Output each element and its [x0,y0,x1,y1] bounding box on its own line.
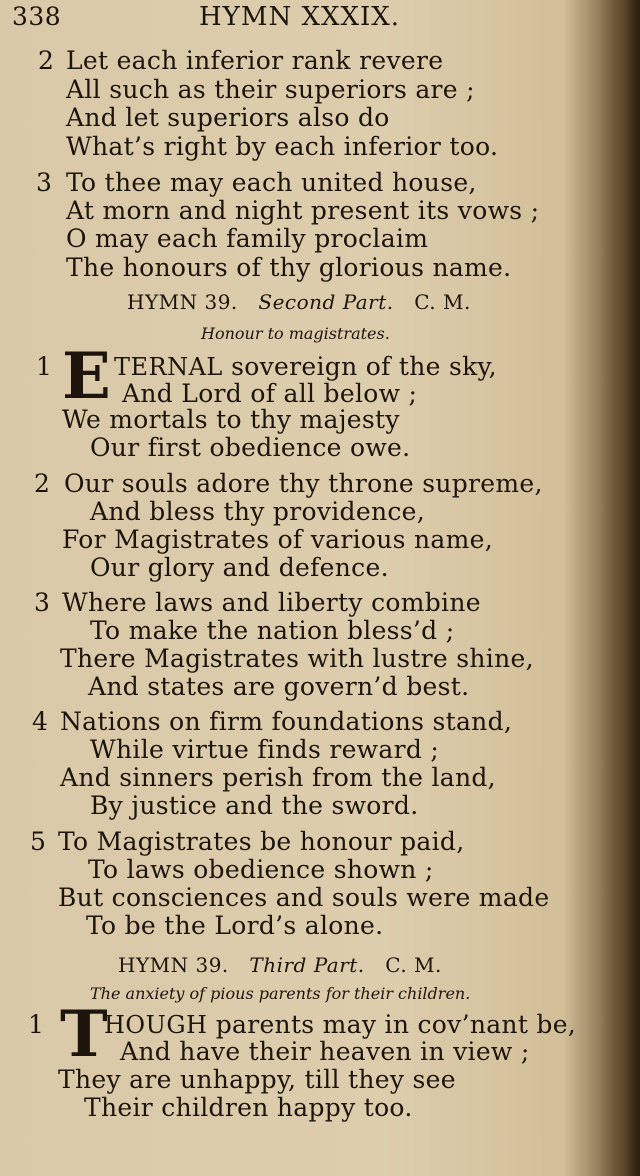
verse-line: And let superiors also do [66,103,390,132]
verse-line: And have their heaven in view ; [120,1037,530,1066]
drop-cap: T [60,997,108,1072]
verse-line: At morn and night present its vows ; [66,196,540,225]
verse-line: We mortals to thy majesty [62,405,400,434]
verse-line: Our glory and defence. [90,553,389,582]
hymn-heading [127,290,471,314]
hymn-number: HYMN 39. [118,953,229,977]
verse-number: 3 [36,168,52,197]
verse-line: And states are govern’d best. [88,672,470,701]
verse-line: Our first obedience owe. [90,433,411,462]
verse-line: By justice and the sword. [90,791,419,820]
verse-number: 1 [36,352,52,381]
verse-text: sovereign of the sky, [231,352,497,381]
verse-number: 2 [34,469,50,498]
verse-number: 5 [30,827,46,856]
verse-line: While virtue finds reward ; [90,735,440,764]
verse-line: What’s right by each inferior too. [66,132,499,161]
verse-line: To Magistrates be honour paid, [58,827,465,856]
page-number: 338 [12,2,62,31]
drop-cap: E [62,339,111,414]
verse-line: They are unhappy, till they see [58,1065,456,1094]
verse-caps: HOUGH [104,1011,208,1039]
verse-caps: TERNAL [114,353,223,381]
verse-line: And Lord of all below ; [122,379,418,408]
hymn-number: HYMN 39. [127,290,238,314]
hymn-meter: C. M. [414,290,471,314]
verse-line: To make the nation bless’d ; [90,616,455,645]
verse-number: 1 [28,1010,44,1039]
verse-line: To thee may each united house, [66,168,477,197]
hymn-subtitle: Honour to magistrates. [201,324,390,343]
hymn-part: Third Part. [249,953,365,977]
verse-line: Where laws and liberty combine [62,588,481,617]
verse-number: 3 [34,588,50,617]
verse-line: For Magistrates of various name, [62,525,493,554]
running-head: HYMN XXXIX. [199,2,401,32]
verse-line: To laws obedience shown ; [88,855,434,884]
verse-line [114,353,497,381]
verse-line: Nations on firm foundations stand, [60,707,513,736]
verse-line: Our souls adore thy throne supreme, [64,469,543,498]
verse-line: Let each inferior rank revere [66,46,444,75]
verse-line: All such as their superiors are ; [66,75,475,104]
hymn-subtitle: The anxiety of pious parents for their children. [90,984,471,1003]
hymn-part: Second Part. [258,290,394,314]
verse-line: To be the Lord’s alone. [86,911,384,940]
page-edge-shadow [600,0,640,1176]
verse-line: There Magistrates with lustre shine, [60,644,534,673]
verse-line [104,1011,576,1039]
hymn-heading [118,953,442,977]
hymn-meter: C. M. [385,953,442,977]
verse-line: Their children happy too. [84,1093,413,1122]
verse-line: But consciences and souls were made [58,883,550,912]
verse-line: The honours of thy glorious name. [66,253,512,282]
verse-number: 4 [32,707,48,736]
verse-line: And bless thy providence, [90,497,425,526]
verse-line: O may each family proclaim [66,224,429,253]
verse-number: 2 [38,46,54,75]
verse-line: And sinners perish from the land, [60,763,496,792]
verse-text: parents may in cov’nant be, [215,1010,577,1039]
